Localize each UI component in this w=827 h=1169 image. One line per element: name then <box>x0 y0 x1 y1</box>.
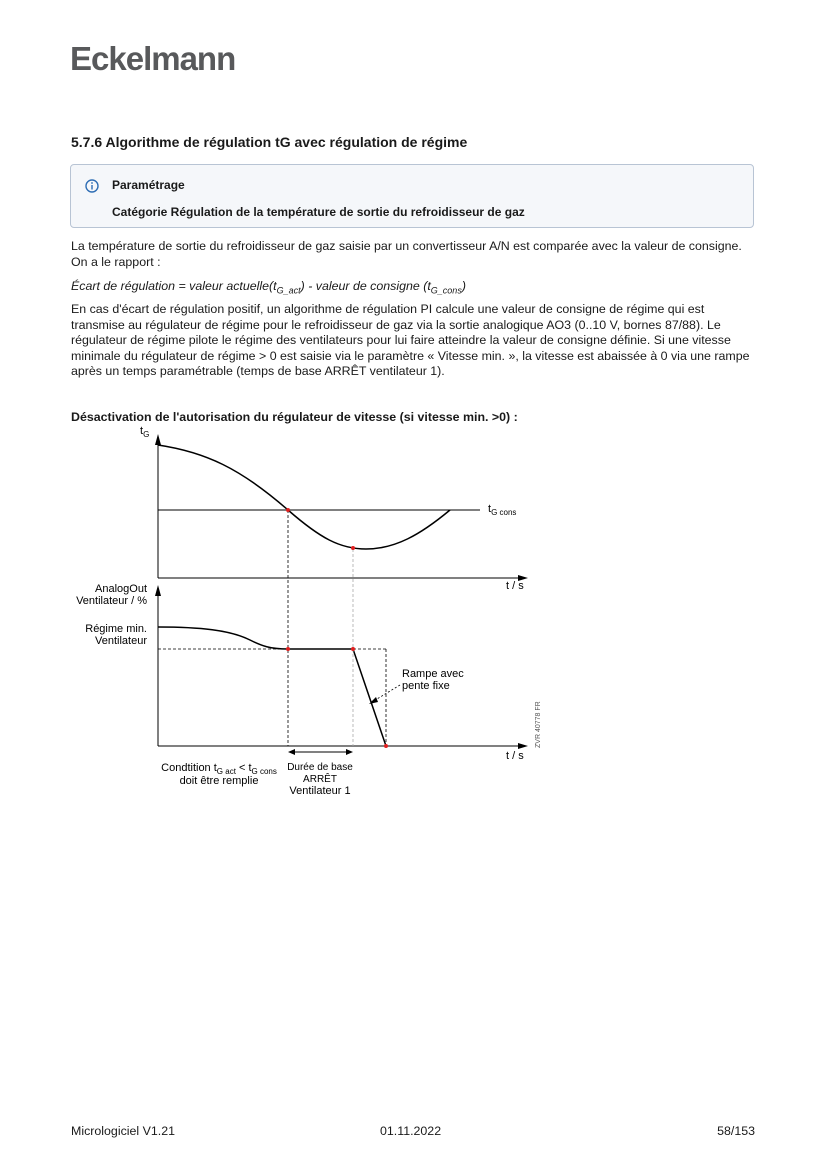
info-box-heading: Paramétrage <box>112 178 185 192</box>
duration-label-line2: ARRÊT <box>303 774 337 785</box>
company-logo: Eckelmann <box>70 40 236 77</box>
duration-arrow-right <box>346 749 353 755</box>
bottom-y-label-line1: AnalogOut <box>95 583 147 595</box>
formula-line: Écart de régulation = valeur $actuelle(t_{G\_act})$ - valeur de consigne $(t_{G\_cons})$ <box>71 279 466 296</box>
marker-ramp-end <box>384 744 388 748</box>
bottom-y-axis-arrow <box>155 585 161 596</box>
min-speed-label-line1: Régime min. <box>85 623 147 635</box>
marker-minimum <box>351 546 355 550</box>
ramp-label-line2: pente fixe <box>402 680 450 692</box>
output-curve <box>158 627 386 746</box>
paragraph-intro: La température de sortie du refroidisseur de gaz saisie par un convertisseur A/N est comparée avec la valeur de consigne. On a le rapport : <box>71 239 742 269</box>
marker-crossing <box>286 508 290 512</box>
section-title: 5.7.6 Algorithme de régulation tG avec régulation de régime <box>71 134 468 150</box>
temperature-curve <box>158 445 450 549</box>
duration-arrow-left <box>288 749 295 755</box>
top-x-label: t / s <box>506 580 524 592</box>
marker-min-speed-start <box>286 647 290 651</box>
bottom-y-label-line2: Ventilateur / % <box>76 595 147 607</box>
duration-label-line3: Ventilateur 1 <box>289 785 351 797</box>
condition-label-line2: doit être remplie <box>179 775 259 787</box>
condition-label-line1: Condtition $t_{G act} < t_{G cons}$ <box>161 762 277 776</box>
footer-firmware: Micrologiciel V1.21 <box>71 1124 175 1138</box>
top-y-axis-arrow <box>155 434 161 445</box>
setpoint-label: $t_{G cons}$ <box>488 503 517 517</box>
reference-code: ZVR 40778 FR <box>535 701 542 748</box>
paragraph-description: En cas d'écart de régulation positif, un algorithme de régulation PI calcule une valeur de consigne de régime qui est transmise au régulateur de régime pour le refroidisseur de gaz via la sortie analogique AO3 (0..10 V, bornes 87/88). Le régulateur de régime pilote le régime des ventilateurs pour lui faire atteindre la valeur de consigne définie. Si une vitesse minimale du régulateur de régime > 0 est saisie via le paramètre « Vitesse min. », la vitesse est abaissée à 0 via une rampe après un temps paramétrable (temps de base ARRÊT ventilateur 1). <box>71 302 750 378</box>
min-speed-label-line2: Ventilateur <box>95 635 147 647</box>
footer-date: 01.11.2022 <box>380 1124 442 1138</box>
duration-label-line1: Durée de base <box>287 762 353 773</box>
info-box-category: Catégorie Régulation de la température de sortie du refroidisseur de gaz <box>112 205 525 219</box>
bottom-x-axis-arrow <box>518 743 528 749</box>
footer-page-number: 58/153 <box>717 1124 755 1138</box>
ramp-label-line1: Rampe avec <box>402 668 464 680</box>
top-y-label: $t_G$ <box>140 425 150 439</box>
marker-ramp-start <box>351 647 355 651</box>
bottom-x-label: t / s <box>506 750 524 762</box>
diagram-caption: Désactivation de l'autorisation du régulateur de vitesse (si vitesse min. >0) : <box>71 410 518 424</box>
